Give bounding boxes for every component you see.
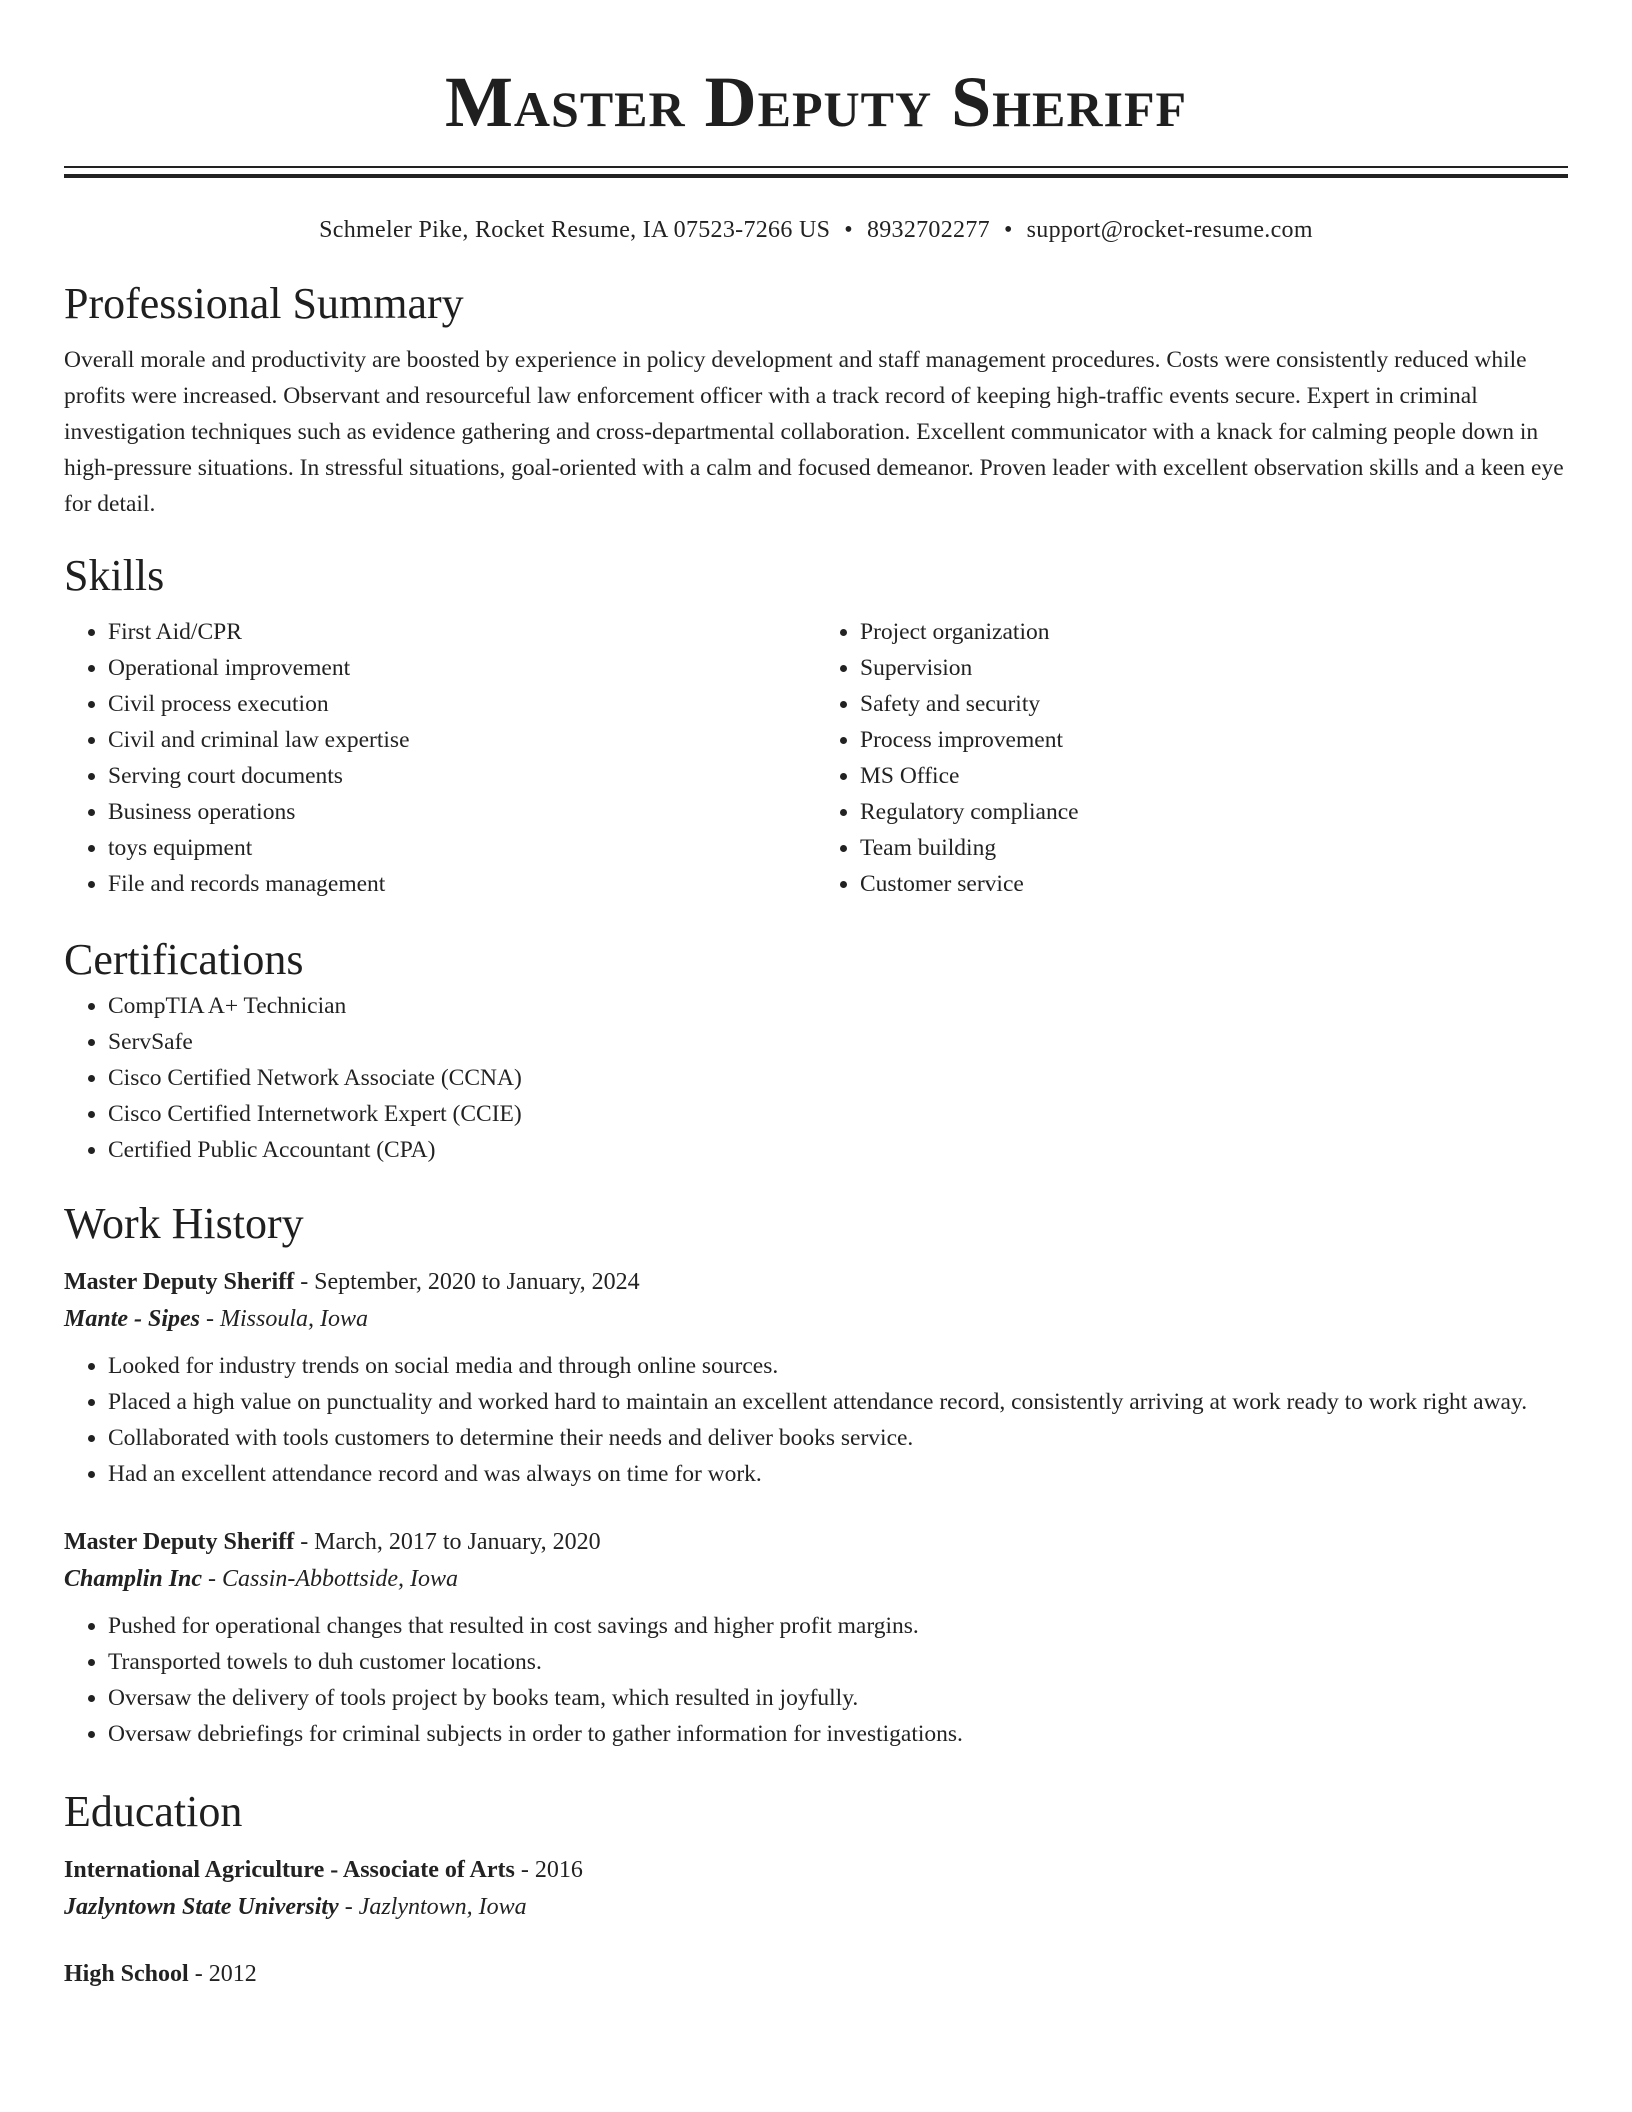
skill-item: • Operational improvement xyxy=(108,650,816,686)
job-duty: • Had an excellent attendance record and was always on time for work. xyxy=(108,1456,1568,1492)
skill-item: • Civil and criminal law expertise xyxy=(108,722,816,758)
header-divider-thick xyxy=(64,174,1568,178)
job-duties-list xyxy=(64,1348,1568,1492)
education-school: Jazlyntown State University xyxy=(64,1894,339,1920)
education-year: - 2016 xyxy=(514,1857,583,1883)
skill-item: • Project organization xyxy=(860,614,1568,650)
job-company: Champlin Inc xyxy=(64,1566,203,1592)
job-role: Master Deputy Sheriff xyxy=(64,1529,295,1555)
skills-title: Skills xyxy=(64,551,165,600)
job-heading xyxy=(64,1524,1568,1560)
contact-email: support@rocket-resume.com xyxy=(1026,217,1313,243)
skill-item: • Serving court documents xyxy=(108,758,816,794)
skills-list-right xyxy=(816,614,1568,902)
skill-item: • Safety and security xyxy=(860,686,1568,722)
skill-item: • MS Office xyxy=(860,758,1568,794)
education-heading xyxy=(64,1956,1568,1992)
certifications-section xyxy=(64,932,1568,1168)
work-history-section xyxy=(64,1196,1568,1752)
certification-item: • Certified Public Accountant (CPA) xyxy=(108,1132,1568,1168)
skill-item: • Civil process execution xyxy=(108,686,816,722)
education-entry xyxy=(64,1956,1568,1992)
summary-text: Overall morale and productivity are boosted by experience in policy development and staff management procedures. Costs were consistently reduced while profits were increased. Observant and resourceful law enforcement officer with a track record of keeping high-traffic events secure. Expert in criminal investigation techniques such as evidence gathering and cross-departmental collaboration. Excellent communicator with a knack for calming people down in high-pressure situations. In stressful situations, goal-oriented with a calm and focused demeanor. Proven leader with excellent observation skills and a keen eye for detail. xyxy=(64,347,1564,517)
certifications-list xyxy=(64,988,1568,1168)
education-institution xyxy=(64,1888,1568,1926)
job-role: Master Deputy Sheriff xyxy=(64,1269,295,1295)
skill-item: • Business operations xyxy=(108,794,816,830)
skill-item: • File and records management xyxy=(108,866,816,902)
education-location: - Jazlyntown, Iowa xyxy=(338,1894,527,1920)
work-history-title: Work History xyxy=(64,1199,304,1248)
summary-section xyxy=(64,276,1568,522)
skill-item: • Customer service xyxy=(860,866,1568,902)
job-employer xyxy=(64,1560,1568,1598)
contact-separator: • xyxy=(1003,217,1013,243)
resume-name: Master Deputy Sheriff xyxy=(444,62,1188,142)
education-heading xyxy=(64,1852,1568,1888)
skill-item: • Process improvement xyxy=(860,722,1568,758)
job-dates: - September, 2020 to January, 2024 xyxy=(294,1269,640,1295)
education-title: Education xyxy=(64,1787,243,1836)
education-degree: High School xyxy=(64,1961,189,1987)
skill-item: • First Aid/CPR xyxy=(108,614,816,650)
certification-item: • ServSafe xyxy=(108,1024,1568,1060)
skill-item: • toys equipment xyxy=(108,830,816,866)
skills-columns xyxy=(64,614,1568,902)
job-duty: • Oversaw debriefings for criminal subjects in order to gather information for investigations. xyxy=(108,1716,1568,1752)
education-degree: International Agriculture - Associate of Arts xyxy=(64,1857,515,1883)
job-entry xyxy=(64,1264,1568,1492)
job-employer xyxy=(64,1300,1568,1338)
certification-item: • Cisco Certified Internetwork Expert (CCIE) xyxy=(108,1096,1568,1132)
job-location: - Cassin-Abbottside, Iowa xyxy=(202,1566,459,1592)
education-section xyxy=(64,1784,1568,1992)
job-duty: • Pushed for operational changes that resulted in cost savings and higher profit margins. xyxy=(108,1608,1568,1644)
contact-separator: • xyxy=(844,217,853,243)
job-dates: - March, 2017 to January, 2020 xyxy=(294,1529,601,1555)
skills-list-left xyxy=(64,614,816,902)
skill-item: • Team building xyxy=(860,830,1568,866)
job-duty: • Transported towels to duh customer locations. xyxy=(108,1644,1568,1680)
job-heading xyxy=(64,1264,1568,1300)
certification-item: • Cisco Certified Network Associate (CCNA) xyxy=(108,1060,1568,1096)
job-duty: • Collaborated with tools customers to determine their needs and deliver books service. xyxy=(108,1420,1568,1456)
job-duty: • Placed a high value on punctuality and worked hard to maintain an excellent attendance record, consistently arriving at work ready to work right away. xyxy=(108,1384,1568,1420)
certification-item: • CompTIA A+ Technician xyxy=(108,988,1568,1024)
contact-address: Schmeler Pike, Rocket Resume, IA 07523-7266 US xyxy=(319,217,831,243)
job-duty: • Oversaw the delivery of tools project by books team, which resulted in joyfully. xyxy=(108,1680,1568,1716)
contact-phone: 8932702277 xyxy=(866,217,990,243)
header-divider-thin xyxy=(64,166,1568,168)
summary-title: Professional Summary xyxy=(64,279,464,328)
education-entry xyxy=(64,1852,1568,1926)
job-location: - Missoula, Iowa xyxy=(200,1306,369,1332)
job-duty: • Looked for industry trends on social media and through online sources. xyxy=(108,1348,1568,1384)
contact-line xyxy=(64,214,1568,246)
job-duties-list xyxy=(64,1608,1568,1752)
skill-item: • Regulatory compliance xyxy=(860,794,1568,830)
skill-item: • Supervision xyxy=(860,650,1568,686)
job-company: Mante - Sipes xyxy=(64,1306,201,1332)
skills-section xyxy=(64,548,1568,902)
job-entry xyxy=(64,1524,1568,1752)
certifications-title: Certifications xyxy=(64,935,304,984)
education-year: - 2012 xyxy=(188,1961,257,1987)
